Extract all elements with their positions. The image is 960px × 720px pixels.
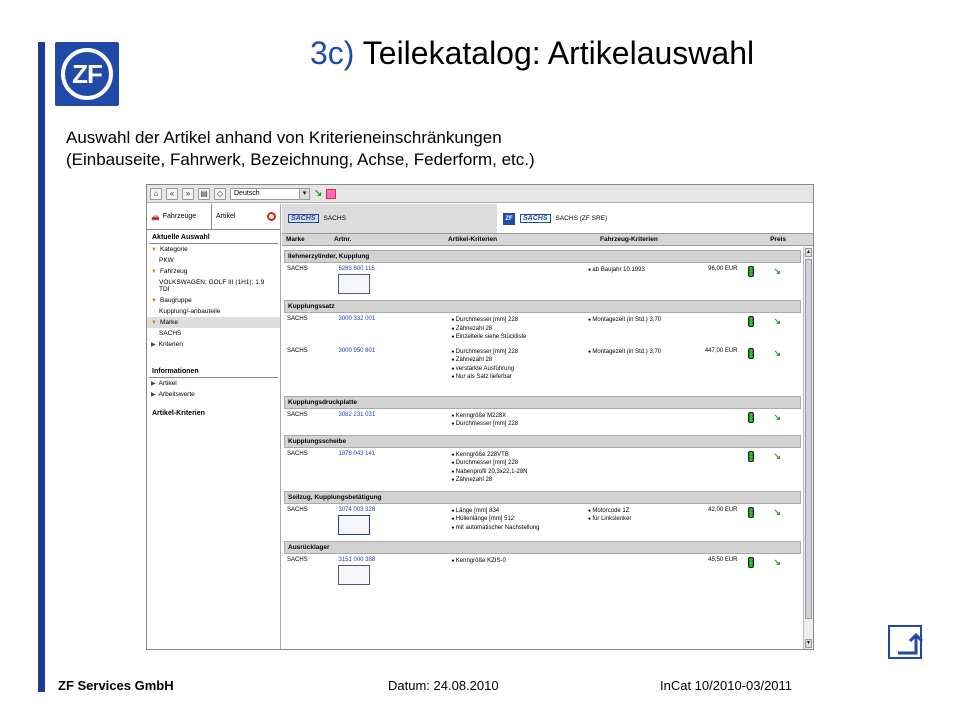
article-criteria-list	[451, 557, 588, 585]
tree-item-label: Baugruppe	[159, 297, 192, 304]
tree-item-label: SACHS	[159, 330, 182, 337]
tree-item[interactable]	[147, 339, 280, 350]
tab-articles[interactable]	[212, 204, 280, 229]
article-actions	[742, 507, 801, 535]
part-image[interactable]	[338, 515, 370, 535]
article-price: 45,50 EUR	[708, 556, 738, 563]
article-group	[284, 300, 801, 393]
article-brand: SACHS	[287, 347, 308, 354]
article-number-cell	[338, 266, 451, 294]
article-criterion: ● Zähnezahl 28	[451, 356, 588, 365]
sachs-small-logo: SACHS	[520, 214, 551, 223]
current-selection-heading: Aktuelle Auswahl	[149, 230, 278, 244]
main-panel	[282, 204, 813, 649]
article-actions	[742, 316, 801, 342]
vehicle-criterion: ● Motorcode 1Z	[588, 507, 692, 516]
article-number-link[interactable]: 3074 003 328	[338, 506, 376, 513]
availability-traffic-light-icon[interactable]	[748, 316, 754, 327]
article-brand: SACHS	[287, 506, 308, 513]
slide-title-text: Teilekatalog: Artikelauswahl	[362, 35, 755, 71]
eraser-icon[interactable]: ◇	[214, 188, 226, 200]
subtitle-line-2: (Einbauseite, Fahrwerk, Bezeichnung, Achse, Federform, etc.)	[66, 150, 535, 169]
catalog-screenshot	[146, 184, 814, 650]
part-image[interactable]	[338, 565, 370, 585]
chevron-right-icon: ▶	[151, 392, 156, 398]
tab-vehicles-label: Fahrzeuge	[162, 213, 197, 220]
home-icon[interactable]: ⌂	[150, 188, 162, 200]
tree-item-label: Kupplung/-anbauteile	[159, 308, 221, 315]
tree-item[interactable]	[147, 277, 280, 295]
article-number-cell	[338, 557, 451, 585]
article-group-header[interactable]: Ausrücklager	[284, 541, 801, 554]
article-number-link[interactable]: 3000 332 001	[338, 316, 376, 322]
tree-item[interactable]	[147, 317, 280, 328]
article-price	[692, 316, 742, 342]
clear-icon[interactable]	[267, 212, 276, 221]
cart-icon[interactable]: ↘	[314, 188, 323, 199]
article-criterion: ● Durchmesser [mm] 228	[451, 348, 588, 357]
tree-item[interactable]	[147, 255, 280, 266]
language-value: Deutsch	[234, 189, 260, 197]
slide-title-number: 3c)	[310, 35, 355, 71]
article-group-header[interactable]: Seilzug, Kupplungsbetätigung	[284, 491, 801, 504]
vehicle-criteria-list	[588, 316, 692, 342]
column-header	[282, 234, 813, 246]
availability-traffic-light-icon[interactable]	[748, 557, 754, 568]
footer-date: Datum: 24.08.2010	[388, 678, 499, 693]
chevron-right-icon: ▶	[151, 342, 156, 348]
col-artnr[interactable]: Artnr.	[334, 236, 352, 243]
tree-item[interactable]	[147, 328, 280, 339]
article-group	[284, 250, 801, 297]
article-price	[692, 412, 742, 429]
scroll-up-icon[interactable]: ▲	[806, 249, 811, 255]
article-number-link[interactable]: 3000 950 801	[338, 347, 376, 354]
vehicle-criteria-list	[588, 266, 692, 294]
article-brand: SACHS	[287, 266, 308, 272]
article-brand: SACHS	[287, 450, 308, 457]
col-artikel-kriterien[interactable]: Artikel-Kriterien	[448, 236, 498, 243]
article-criterion: ● Kenngröße M228X	[451, 412, 588, 421]
article-number-cell	[338, 451, 451, 485]
article-criterion: ● Hüllenlänge [mm] 512	[451, 515, 588, 524]
tab-vehicles[interactable]	[147, 204, 212, 229]
chevron-right-icon: ▶	[151, 381, 156, 387]
add-to-cart-icon[interactable]: ↘	[773, 316, 782, 326]
zf-logo-ring	[61, 48, 113, 100]
col-preis[interactable]: Preis	[770, 236, 786, 243]
subtitle-line-1: Auswahl der Artikel anhand von Kriterieneinschränkungen	[66, 128, 502, 147]
availability-traffic-light-icon[interactable]	[748, 348, 754, 359]
article-criteria-list	[451, 412, 588, 429]
car-icon: 🚗	[151, 213, 160, 221]
tree-item[interactable]	[147, 306, 280, 317]
article-criteria-list	[451, 316, 588, 342]
article-row[interactable]	[284, 345, 801, 393]
sidebar	[147, 204, 281, 650]
col-fahrzeug-kriterien[interactable]: Fahrzeug-Kriterien	[600, 236, 658, 243]
tree-item-label: Marke	[159, 319, 179, 326]
brand-bar	[282, 204, 813, 234]
availability-traffic-light-icon[interactable]	[748, 507, 754, 518]
vehicle-criteria-list	[588, 557, 692, 585]
article-row[interactable]	[284, 409, 801, 432]
article-list	[282, 247, 803, 649]
info-item-label: Artikel	[158, 380, 177, 387]
footer-version: InCat 10/2010-03/2011	[660, 678, 793, 693]
article-actions	[742, 412, 801, 429]
tree-item-label: Kategorie	[159, 246, 188, 253]
article-number-cell	[338, 507, 451, 535]
info-item[interactable]	[147, 389, 280, 400]
article-criterion: ● Kenngröße KZIS-0	[451, 557, 588, 566]
tree-item-label: Fahrzeug	[159, 268, 188, 275]
article-actions	[742, 451, 801, 485]
chevron-down-icon: ▼	[151, 297, 157, 304]
col-marke[interactable]: Marke	[286, 236, 305, 243]
article-row[interactable]	[284, 263, 801, 297]
return-arrow-icon	[890, 627, 924, 661]
chevron-down-icon: ▾	[299, 189, 309, 199]
info-list	[147, 378, 280, 400]
add-to-cart-icon[interactable]: ↘	[773, 411, 782, 422]
settings-icon[interactable]	[326, 189, 336, 199]
article-brand: SACHS	[287, 316, 308, 322]
article-number-link[interactable]: 6283 600 116	[338, 266, 375, 272]
article-criterion: ● Kenngröße 228VTB	[451, 451, 588, 460]
article-criterion: ● Nur als Satz lieferbar	[451, 373, 588, 382]
tree-item[interactable]	[147, 266, 280, 277]
add-to-cart-icon[interactable]: ↘	[773, 450, 782, 461]
vehicle-criterion: ● Montagezeit (in Std.) 3,70	[588, 348, 692, 357]
article-price: 96,00 EUR	[708, 266, 738, 272]
article-row[interactable]	[284, 504, 801, 538]
add-to-cart-icon[interactable]: ↘	[773, 556, 782, 567]
add-to-cart-icon[interactable]: ↘	[773, 347, 782, 358]
tree-item-label: VOLKSWAGEN; GOLF III (1H1); 1.9 TDI	[159, 279, 265, 293]
add-to-cart-icon[interactable]: ↘	[773, 266, 782, 276]
vehicle-criteria-list	[588, 507, 692, 535]
article-brand: SACHS	[287, 556, 308, 563]
scroll-thumb[interactable]	[805, 259, 812, 619]
article-number-link[interactable]: 3082 231 031	[338, 411, 376, 418]
article-actions	[742, 348, 801, 390]
vehicle-criterion: ● Montagezeit (in Std.) 3,70	[588, 316, 692, 325]
chevron-down-icon: ▼	[151, 319, 157, 326]
scrollbar[interactable]	[803, 247, 813, 649]
article-brand: SACHS	[287, 411, 308, 418]
sidebar-tabs	[147, 204, 280, 230]
article-number-cell	[338, 412, 451, 429]
article-group-header[interactable]: Kupplungssatz	[284, 300, 801, 313]
back-button[interactable]: «	[166, 188, 178, 200]
zf-small-logo: ZF	[503, 213, 515, 225]
article-criterion: ● Durchmesser [mm] 228	[451, 459, 588, 468]
article-group-header[interactable]: llehmerzylinder, Kupplung	[284, 250, 801, 263]
tree-item[interactable]	[147, 244, 280, 255]
info-heading: Informationen	[149, 364, 278, 378]
vehicle-criteria-list	[588, 451, 692, 485]
article-group-header[interactable]: Kupplungsscheibe	[284, 435, 801, 448]
zf-logo	[55, 42, 119, 106]
add-to-cart-icon[interactable]: ↘	[773, 506, 782, 517]
article-group	[284, 396, 801, 432]
article-row[interactable]	[284, 313, 801, 345]
article-criterion: ● Zähnezahl 28	[451, 325, 588, 334]
article-criterion: ● Durchmesser [mm] 228	[451, 316, 588, 325]
tree-item-label: PKW	[159, 257, 174, 264]
article-criteria-heading: Artikel-Kriterien	[152, 410, 205, 417]
article-criterion: ● mit automatischer Nachstellung	[451, 524, 588, 533]
article-price: 42,00 EUR	[708, 506, 738, 513]
article-number-link[interactable]: 3151 000 388	[338, 556, 376, 563]
article-actions	[742, 557, 801, 585]
article-group-header[interactable]: Kupplungsdruckplatte	[284, 396, 801, 409]
article-row[interactable]	[284, 448, 801, 488]
tree-item[interactable]	[147, 295, 280, 306]
article-number-cell	[338, 348, 451, 390]
brand-tab-zf-sre-label: SACHS (ZF SRE)	[555, 215, 608, 222]
article-row[interactable]	[284, 554, 801, 588]
footer-company: ZF Services GmbH	[58, 678, 174, 693]
availability-traffic-light-icon[interactable]	[748, 451, 754, 462]
vehicle-criteria-list	[588, 348, 692, 390]
forward-button[interactable]: »	[182, 188, 194, 200]
article-actions	[742, 266, 801, 294]
article-criterion: ● verstärkte Ausführung	[451, 365, 588, 374]
tree-item-label: Kriterien	[158, 341, 183, 348]
article-criteria-list	[451, 451, 588, 485]
chevron-down-icon: ▼	[151, 246, 157, 253]
brand-tab-sachs[interactable]	[282, 204, 497, 233]
info-item[interactable]	[147, 378, 280, 389]
article-criterion: ● Einzelteile siehe Stückliste	[451, 333, 588, 342]
selection-tree	[147, 244, 280, 350]
language-select[interactable]	[230, 188, 310, 200]
info-item-label: Arbeitswerte	[158, 391, 195, 398]
tab-articles-label: Artikel	[216, 213, 236, 220]
brand-tab-zf-sre[interactable]	[497, 204, 813, 233]
slide-title	[310, 35, 754, 72]
vehicle-criterion: ● ab Baujahr 10.1993	[588, 266, 692, 275]
article-criteria-list	[451, 266, 588, 294]
article-price	[692, 451, 742, 485]
brand-tab-sachs-label: SACHS	[323, 215, 346, 222]
sachs-logo: SACHS	[288, 214, 319, 223]
article-criterion: ● Nabenprofil 20,3x22,1-28N	[451, 468, 588, 477]
article-criteria-list	[451, 507, 588, 535]
chevron-down-icon: ▼	[151, 268, 157, 275]
scroll-down-icon[interactable]: ▼	[806, 640, 811, 646]
print-icon[interactable]: ▤	[198, 188, 210, 200]
article-number-cell	[338, 316, 451, 342]
article-criterion: ● Durchmesser [mm] 228	[451, 420, 588, 429]
article-group	[284, 541, 801, 588]
part-image[interactable]	[338, 274, 370, 294]
slide-subtitle	[66, 127, 535, 171]
left-accent-bar	[38, 42, 45, 692]
vehicle-criterion: ● für Linkslenker	[588, 515, 692, 524]
article-criterion: ● Länge [mm] 834	[451, 507, 588, 516]
article-criterion: ● Zähnezahl 28	[451, 476, 588, 485]
app-toolbar	[147, 185, 813, 203]
zf-logo-text: ZF	[72, 58, 102, 89]
article-number-link[interactable]: 1878 043 141	[338, 450, 376, 457]
article-group	[284, 435, 801, 488]
vehicle-criteria-list	[588, 412, 692, 429]
return-arrow-button[interactable]	[888, 625, 922, 659]
availability-traffic-light-icon[interactable]	[748, 266, 754, 277]
article-price: 447,00 EUR	[704, 347, 738, 354]
article-criteria-list	[451, 348, 588, 390]
availability-traffic-light-icon[interactable]	[748, 412, 754, 423]
article-group	[284, 491, 801, 538]
